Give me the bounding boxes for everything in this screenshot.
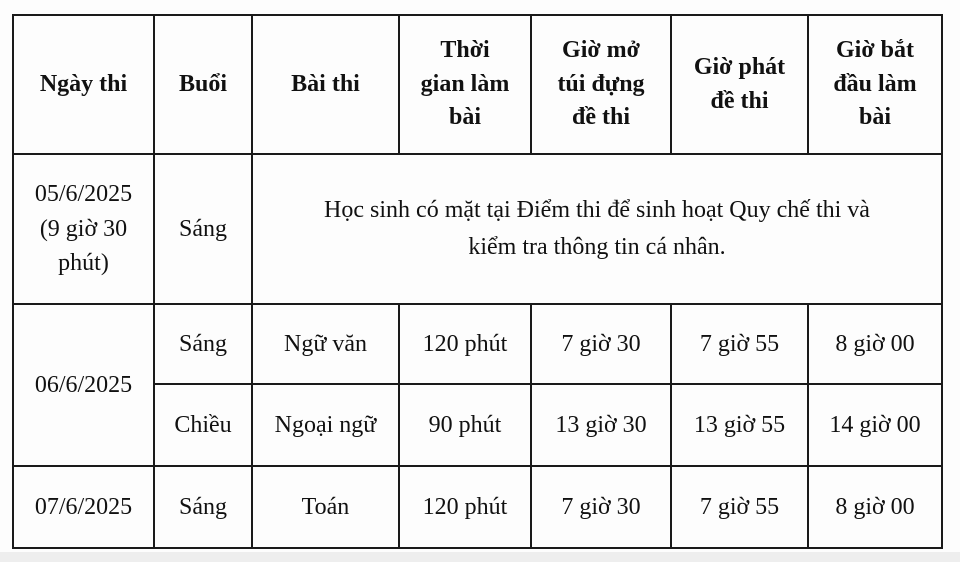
date-line: (9 giờ 30 bbox=[39, 215, 128, 242]
header-row bbox=[13, 15, 942, 154]
header-open-bag-line: túi đựng bbox=[557, 70, 645, 97]
header-open-bag-line: đề thi bbox=[571, 104, 630, 131]
header-subject: Bài thi bbox=[252, 15, 399, 154]
cell-open-bag: 7 giờ 30 bbox=[531, 304, 671, 384]
note-line: Học sinh có mặt tại Điểm thi để sinh hoạt Quy chế thi và bbox=[324, 196, 870, 223]
table-row-day2-morning bbox=[13, 304, 942, 384]
header-duration-line: gian làm bbox=[420, 70, 510, 97]
header-session: Buổi bbox=[154, 15, 252, 154]
cell-distribute: 7 giờ 55 bbox=[671, 304, 808, 384]
cell-duration: 120 phút bbox=[399, 304, 531, 384]
header-duration-line: bài bbox=[448, 104, 481, 131]
cell-subject: Ngoại ngữ bbox=[252, 384, 399, 466]
cell-duration: 120 phút bbox=[399, 466, 531, 548]
cell-start: 8 giờ 00 bbox=[808, 304, 942, 384]
cell-session: Sáng bbox=[154, 466, 252, 548]
header-start-line: đầu làm bbox=[833, 70, 917, 97]
cell-date-day2: 06/6/2025 bbox=[13, 304, 154, 466]
header-distribute-line: Giờ phát bbox=[693, 53, 786, 80]
exam-schedule-table bbox=[12, 14, 943, 549]
cell-session-day1: Sáng bbox=[154, 154, 252, 304]
cell-distribute: 13 giờ 55 bbox=[671, 384, 808, 466]
header-distribute-line: đề thi bbox=[710, 87, 769, 114]
cell-date-day3: 07/6/2025 bbox=[13, 466, 154, 548]
cell-open-bag: 13 giờ 30 bbox=[531, 384, 671, 466]
cell-note-day1 bbox=[252, 154, 942, 304]
cell-subject: Ngữ văn bbox=[252, 304, 399, 384]
cell-distribute: 7 giờ 55 bbox=[671, 466, 808, 548]
cell-start: 14 giờ 00 bbox=[808, 384, 942, 466]
header-distribute bbox=[671, 15, 808, 154]
table-row-day1 bbox=[13, 154, 942, 304]
bottom-shade bbox=[0, 552, 960, 562]
header-start-line: Giờ bắt bbox=[836, 37, 914, 64]
header-start-line: bài bbox=[858, 104, 891, 131]
header-duration bbox=[399, 15, 531, 154]
cell-start: 8 giờ 00 bbox=[808, 466, 942, 548]
cell-session: Chiều bbox=[154, 384, 252, 466]
cell-subject: Toán bbox=[252, 466, 399, 548]
header-open-bag bbox=[531, 15, 671, 154]
cell-open-bag: 7 giờ 30 bbox=[531, 466, 671, 548]
cell-date-day1 bbox=[13, 154, 154, 304]
header-start bbox=[808, 15, 942, 154]
table-row-day3 bbox=[13, 466, 942, 548]
date-line: 05/6/2025 bbox=[34, 180, 133, 207]
header-date: Ngày thi bbox=[13, 15, 154, 154]
date-line: phút) bbox=[58, 250, 109, 277]
cell-duration: 90 phút bbox=[399, 384, 531, 466]
header-duration-line: Thời bbox=[440, 37, 490, 64]
header-open-bag-line: Giờ mở bbox=[562, 37, 640, 64]
note-line: kiểm tra thông tin cá nhân. bbox=[468, 234, 726, 260]
cell-session: Sáng bbox=[154, 304, 252, 384]
